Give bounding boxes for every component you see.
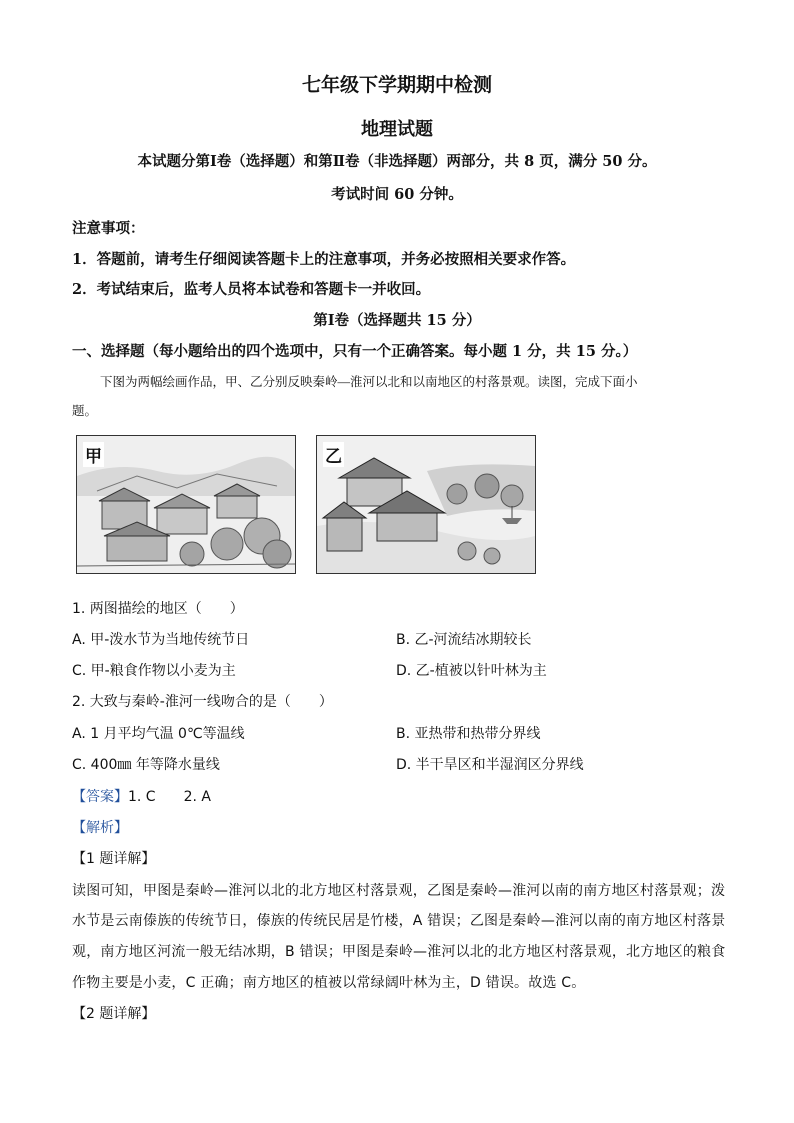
part-heading: 一、选择题（每小题给出的四个选项中，只有一个正确答案。每小题 1 分，共 15 分。） [72, 343, 638, 360]
question-2-option-c: C. 400㎜ 年等降水量线 [72, 757, 220, 773]
question-2-option-b: B. 亚热带和热带分界线 [396, 726, 541, 742]
q1-detail-line-2: 水节是云南傣族的传统节日，傣族的传统民居是竹楼，A 错误；乙图是秦岭—淮河以南的南方地区村落景 [72, 913, 726, 929]
figure-north-village [76, 435, 296, 574]
notes-heading: 注意事项： [72, 220, 145, 237]
answer-text: 1. C 2. A [128, 789, 211, 805]
volume-title: 第Ⅰ卷（选择题共 15 分） [313, 312, 481, 329]
q2-detail-heading: 【2 题详解】 [72, 1006, 156, 1022]
south-village-illustration [317, 436, 535, 573]
q1-detail-line-4: 作物主要是小麦，C 正确；南方地区的植被以常绿阔叶林为主，D 错误。故选 C。 [72, 975, 586, 991]
q1-detail-heading: 【1 题详解】 [72, 851, 156, 867]
figure-south-village [316, 435, 536, 574]
question-2-option-d: D. 半干旱区和半湿润区分界线 [396, 757, 584, 773]
figure-label-jia: 甲 [83, 442, 104, 467]
note-item-2: 2．考试结束后，监考人员将本试卷和答题卡一并收回。 [72, 281, 431, 298]
figure-label-yi: 乙 [323, 442, 344, 467]
answer-tag: 【答案】 [72, 789, 128, 805]
question-2-option-a: A. 1 月平均气温 0℃等温线 [72, 726, 245, 742]
question-1-option-c: C. 甲-粮食作物以小麦为主 [72, 663, 236, 679]
analysis-tag: 【解析】 [72, 820, 128, 836]
page-subtitle: 地理试题 [361, 119, 433, 140]
intro-line-2: 考试时间 60 分钟。 [331, 186, 463, 203]
intro-line-1: 本试题分第Ⅰ卷（选择题）和第Ⅱ卷（非选择题）两部分，共 8 页，满分 50 分。 [137, 153, 657, 170]
question-1-option-a: A. 甲-泼水节为当地传统节日 [72, 632, 250, 648]
q1-detail-line-3: 观，南方地区河流一般无结冰期，B 错误；甲图是秦岭—淮河以北的北方地区村落景观，北方地区的粮食 [72, 944, 726, 960]
question-1-option-b: B. 乙-河流结冰期较长 [396, 632, 532, 648]
note-item-1: 1．答题前，请考生仔细阅读答题卡上的注意事项，并务必按照相关要求作答。 [72, 251, 576, 268]
question-stem-line-2: 题。 [72, 404, 98, 418]
answer-line [72, 786, 211, 806]
page-title: 七年级下学期期中检测 [301, 74, 492, 96]
question-1-stem: 1. 两图描绘的地区（ ） [72, 601, 244, 617]
question-stem-line-1: 下图为两幅绘画作品，甲、乙分别反映秦岭—淮河以北和以南地区的村落景观。读图，完成下面小 [100, 375, 638, 389]
q1-detail-line-1: 读图可知，甲图是秦岭—淮河以北的北方地区村落景观，乙图是秦岭—淮河以南的南方地区村落景观；泼 [72, 883, 726, 899]
question-1-option-d: D. 乙-植被以针叶林为主 [396, 663, 547, 679]
question-2-stem: 2. 大致与秦岭-淮河一线吻合的是（ ） [72, 694, 333, 710]
north-village-illustration [77, 436, 295, 573]
